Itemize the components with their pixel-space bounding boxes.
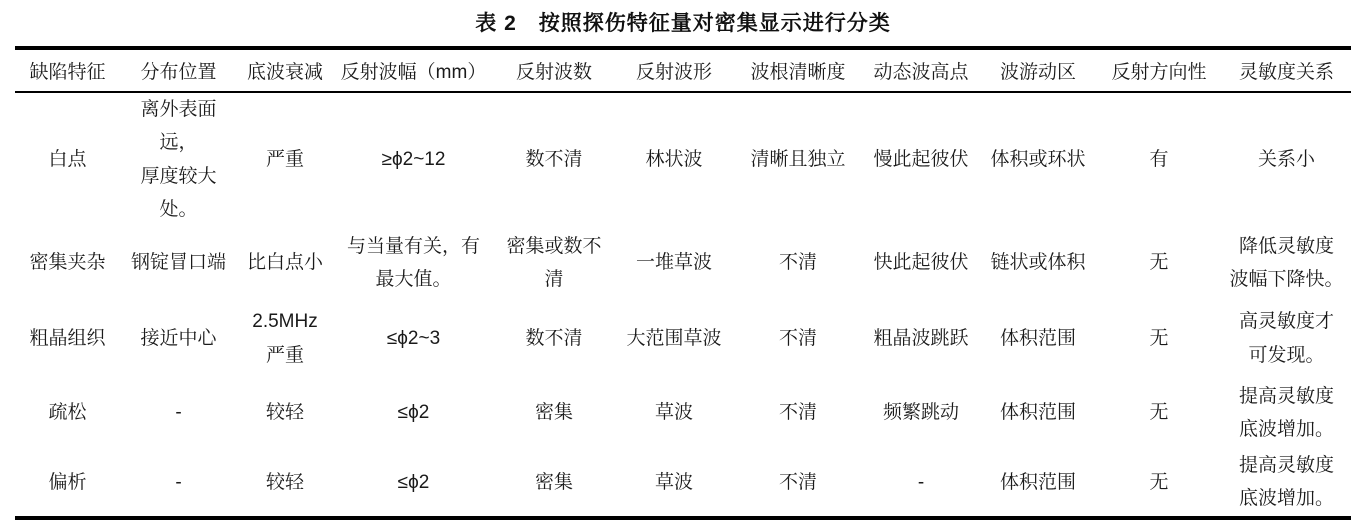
table-cell: 体积范围: [999, 471, 1076, 493]
table-cell: 钢锭冒口端: [130, 252, 226, 274]
table-row: [15, 226, 1351, 300]
table-cell: 清晰且独立: [750, 148, 846, 170]
table-cell: 数不清: [525, 148, 583, 170]
table-cell: 密集: [534, 471, 573, 493]
table-cell: 草波: [654, 471, 693, 493]
table-cell: 体积或环状: [990, 148, 1086, 170]
table-cell: 疏松: [48, 402, 87, 424]
table-row: [15, 92, 1351, 226]
table-cell: -: [917, 471, 925, 493]
table-cell: 与当量有关，有 最大值。: [346, 235, 480, 290]
table-cell: 提高灵敏度 底波增加。: [1238, 455, 1334, 510]
table-cell: 无: [1149, 252, 1169, 274]
table-cell: 降低灵敏度 波幅下降快。: [1229, 235, 1344, 290]
header-cell: 灵敏度关系: [1238, 62, 1334, 83]
header-cell: 反射波形: [635, 62, 712, 83]
table-cell: 粗晶组织: [29, 327, 106, 349]
table-header: [15, 48, 1351, 92]
table-cell: ≥ϕ2~12: [381, 148, 446, 170]
table-cell: -: [175, 471, 182, 493]
table-cell: 快此起彼伏: [873, 252, 969, 274]
header-cell: 波根清晰度: [750, 62, 846, 83]
table-cell: 密集或数不 清: [506, 235, 602, 290]
header-cell: 分布位置: [140, 62, 217, 83]
table-cell: ≤ϕ2~3: [386, 327, 441, 349]
table-cell: 关系小: [1257, 148, 1315, 170]
header-cell: 动态波高点: [873, 62, 969, 83]
header-cell: 反射波数: [515, 62, 592, 83]
table-cell: 接近中心: [140, 327, 217, 349]
classification-table: [15, 46, 1351, 520]
table-cell: 有: [1149, 148, 1169, 170]
table-cell: 草波: [654, 402, 693, 424]
table-cell: 不清: [778, 252, 817, 274]
table-cell: 提高灵敏度 底波增加。: [1238, 385, 1334, 440]
table-cell: 一堆草波: [635, 252, 712, 274]
table-cell: 较轻: [265, 471, 304, 493]
table-cell: 粗晶波跳跃: [873, 327, 969, 349]
table-cell: 链状或体积: [990, 252, 1086, 274]
table-cell: 无: [1149, 327, 1169, 349]
table-cell: ≤ϕ2: [397, 402, 430, 424]
table-cell: 严重: [265, 148, 304, 170]
table-cell: -: [175, 402, 182, 424]
table-cell: 大范围草波: [626, 327, 722, 349]
table-cell: 频繁跳动: [882, 402, 959, 424]
table-cell: 数不清: [525, 327, 583, 349]
table-cell: 林状波: [645, 148, 703, 170]
table-cell: 2.5MHz 严重: [252, 311, 318, 366]
table-body: [15, 92, 1351, 518]
table-cell: 体积范围: [999, 327, 1076, 349]
table-row: [15, 300, 1351, 377]
table-cell: 离外表面远， 厚度较大处。: [140, 99, 217, 220]
table-cell: 偏析: [48, 471, 87, 493]
table-cell: 密集夹杂: [29, 252, 106, 274]
table-row: [15, 377, 1351, 449]
table-title: 表 2 按照探伤特征量对密集显示进行分类: [475, 12, 891, 35]
table-row: [15, 449, 1351, 518]
header-cell: 波游动区: [999, 62, 1076, 83]
header-cell: 反射波幅（mm）: [340, 62, 487, 83]
table-cell: 高灵敏度才 可发现。: [1238, 311, 1334, 366]
header-cell: 反射方向性: [1111, 62, 1207, 83]
table-cell: 不清: [778, 327, 817, 349]
table-cell: 体积范围: [999, 402, 1076, 424]
table-cell: 不清: [778, 402, 817, 424]
table-cell: 较轻: [265, 402, 304, 424]
table-cell: 无: [1149, 471, 1169, 493]
header-cell: 底波衰减: [246, 62, 323, 83]
table-cell: 不清: [778, 471, 817, 493]
table-cell: 白点: [48, 148, 87, 170]
table-cell: 慢此起彼伏: [873, 148, 969, 170]
header-cell: 缺陷特征: [29, 62, 106, 83]
table-cell: ≤ϕ2: [397, 471, 430, 493]
header-row: [15, 48, 1351, 92]
table-cell: 密集: [534, 402, 573, 424]
table-cell: 比白点小: [246, 252, 323, 274]
table-cell: 无: [1149, 402, 1169, 424]
